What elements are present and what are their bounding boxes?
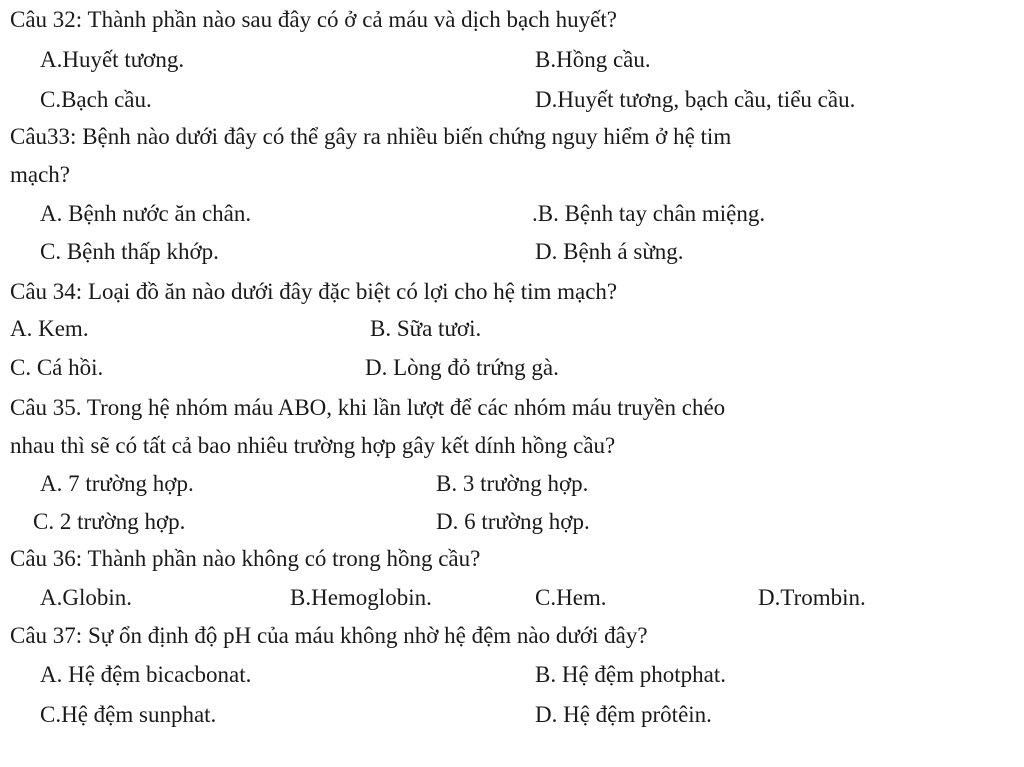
question-34-option-a: A. Kem. [10, 316, 89, 341]
question-33-line-2: mạch? [10, 162, 71, 187]
question-36-option-d: D.Trombin. [758, 585, 866, 610]
question-37-option-b: B. Hệ đệm photphat. [535, 662, 726, 687]
question-33-option-c: C. Bệnh thấp khớp. [40, 239, 219, 264]
question-33-option-d: D. Bệnh á sừng. [535, 239, 684, 264]
question-35-option-c: C. 2 trường hợp. [33, 509, 186, 534]
question-36: Câu 36: Thành phần nào không có trong hồng cầu? [10, 546, 481, 571]
question-33-option-a: A. Bệnh nước ăn chân. [40, 201, 252, 226]
question-35-option-a: A. 7 trường hợp. [40, 471, 194, 496]
question-32: Câu 32: Thành phần nào sau đây có ở cả máu và dịch bạch huyết? [10, 7, 617, 32]
question-32-option-d: D.Huyết tương, bạch cầu, tiểu cầu. [535, 87, 856, 112]
question-34: Câu 34: Loại đồ ăn nào dưới đây đặc biệt có lợi cho hệ tim mạch? [10, 279, 618, 304]
question-37: Câu 37: Sự ổn định độ pH của máu không nhờ hệ đệm nào dưới đây? [10, 623, 648, 648]
question-35-option-d: D. 6 trường hợp. [436, 509, 590, 534]
question-34-option-c: C. Cá hồi. [10, 355, 104, 380]
question-35-line-1: Câu 35. Trong hệ nhóm máu ABO, khi lần lượt để các nhóm máu truyền chéo [10, 395, 726, 420]
question-36-option-c: C.Hem. [535, 585, 607, 610]
question-35-option-b: B. 3 trường hợp. [436, 471, 589, 496]
question-35-line-2: nhau thì sẽ có tất cả bao nhiêu trường hợp gây kết dính hồng cầu? [10, 433, 616, 458]
question-32-option-a: A.Huyết tương. [40, 47, 185, 72]
question-32-option-b: B.Hồng cầu. [535, 47, 651, 72]
question-36-option-a: A.Globin. [40, 585, 132, 610]
question-33-option-b: .B. Bệnh tay chân miệng. [532, 201, 766, 226]
question-32-option-c: C.Bạch cầu. [40, 87, 152, 112]
question-34-option-b: B. Sữa tươi. [370, 316, 482, 341]
question-34-option-d: D. Lòng đỏ trứng gà. [365, 355, 559, 380]
question-33-line-1: Câu33: Bệnh nào dưới đây có thể gây ra nhiều biến chứng nguy hiểm ở hệ tim [10, 124, 732, 149]
question-37-option-c: C.Hệ đệm sunphat. [40, 702, 217, 727]
question-37-option-d: D. Hệ đệm prôtêin. [535, 702, 712, 727]
question-36-option-b: B.Hemoglobin. [290, 585, 432, 610]
question-37-option-a: A. Hệ đệm bicacbonat. [40, 662, 252, 687]
